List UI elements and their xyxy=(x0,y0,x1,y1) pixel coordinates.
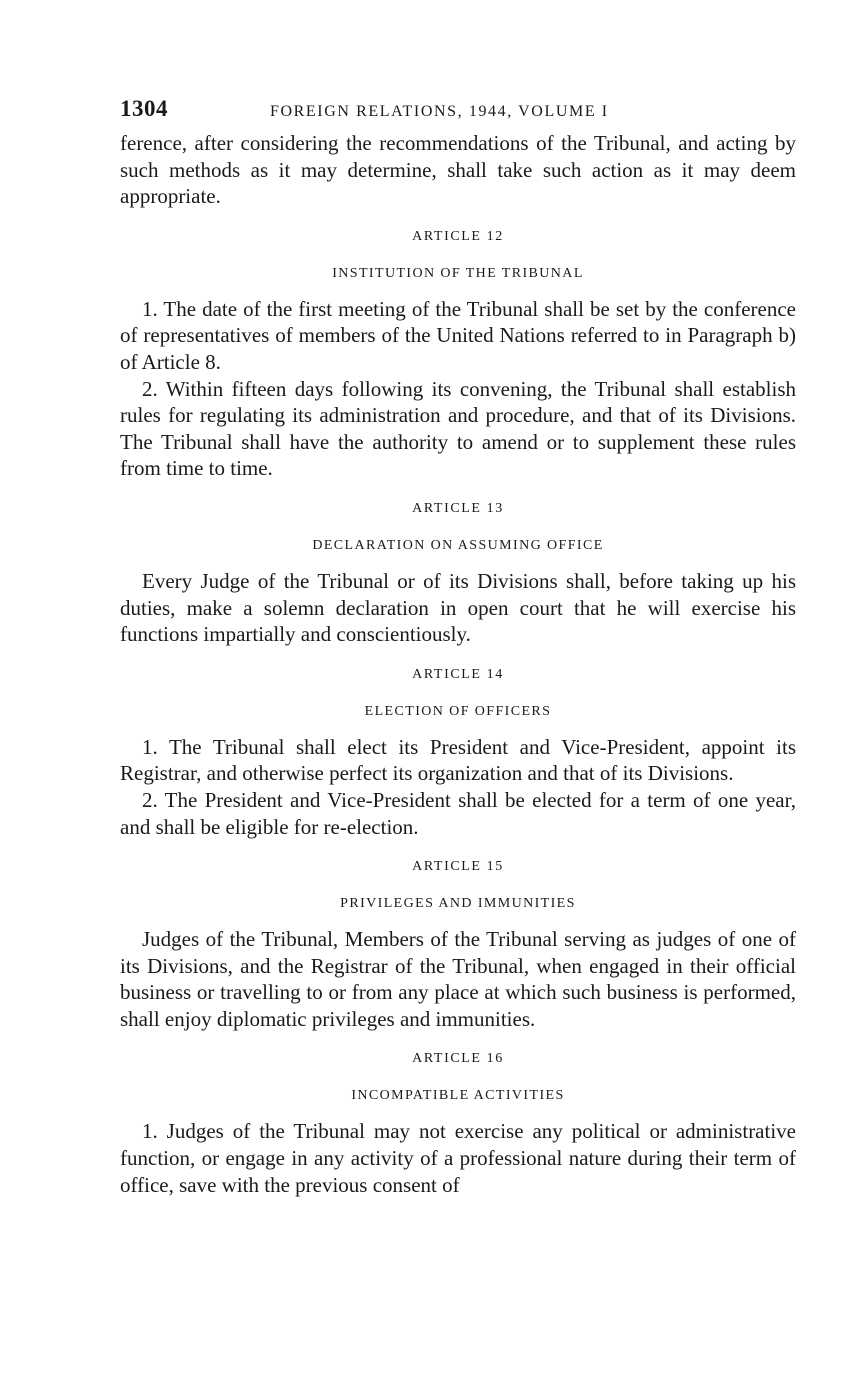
article-paragraph: 1. The Tribunal shall elect its President and Vice-President, appoint its Registrar, and otherwise perfect its organization and that of its Divisions. xyxy=(120,734,796,786)
article-13-section xyxy=(120,500,796,648)
article-number: ARTICLE 12 xyxy=(412,228,504,244)
article-15-section xyxy=(120,858,796,1032)
article-12-section xyxy=(120,228,796,482)
article-16-section xyxy=(120,1050,796,1198)
article-heading: PRIVILEGES AND IMMUNITIES xyxy=(340,896,576,912)
article-number: ARTICLE 16 xyxy=(412,1051,504,1067)
article-number: ARTICLE 15 xyxy=(412,859,504,875)
article-heading: INCOMPATIBLE ACTIVITIES xyxy=(351,1088,565,1104)
running-head: FOREIGN RELATIONS, 1944, VOLUME I xyxy=(270,103,609,120)
article-paragraph: 1. Judges of the Tribunal may not exercise any political or administrative function, or engage in any activity of a professional nature during their term of office, save with the previous consent of xyxy=(120,1119,796,1197)
article-heading: DECLARATION ON ASSUMING OFFICE xyxy=(312,537,604,553)
page-header xyxy=(120,96,796,130)
article-paragraph: Every Judge of the Tribunal or of its Divisions shall, before taking up his duties, make a solemn declaration in open court that he will exercise his functions impartially and conscientiously. xyxy=(120,568,796,647)
article-paragraph: 2. The President and Vice-President shall be elected for a term of one year, and shall be eligible for re-election. xyxy=(120,787,796,839)
article-paragraph: 2. Within fifteen days following its convening, the Tribunal shall establish rules for regulating its administration and procedure, and that of its Divisions. The Tribunal shall have the authority to amend or to supplement these rules from time to time. xyxy=(120,376,796,481)
article-paragraph: Judges of the Tribunal, Members of the Tribunal serving as judges of one of its Divisions, and the Registrar of the Tribunal, when engaged in their official business or travelling to or from any place at which such business is performed, shall enjoy diplomatic privileges and immunities. xyxy=(120,927,796,1031)
article-paragraph: 1. The date of the first meeting of the Tribunal shall be set by the conference of representatives of members of the United Nations referred to in Paragraph b) of Article 8. xyxy=(120,296,796,374)
continuation-paragraph: ference, after considering the recommendations of the Tribunal, and acting by such methods as it may determine, shall take such action as it may deem appropriate. xyxy=(120,131,796,209)
article-14-section xyxy=(120,666,796,840)
page-number: 1304 xyxy=(120,96,168,121)
article-heading: INSTITUTION OF THE TRIBUNAL xyxy=(332,265,584,281)
article-number: ARTICLE 13 xyxy=(412,500,504,516)
article-heading: ELECTION OF OFFICERS xyxy=(364,703,552,719)
document-page xyxy=(120,96,796,1198)
article-number: ARTICLE 14 xyxy=(412,666,504,682)
